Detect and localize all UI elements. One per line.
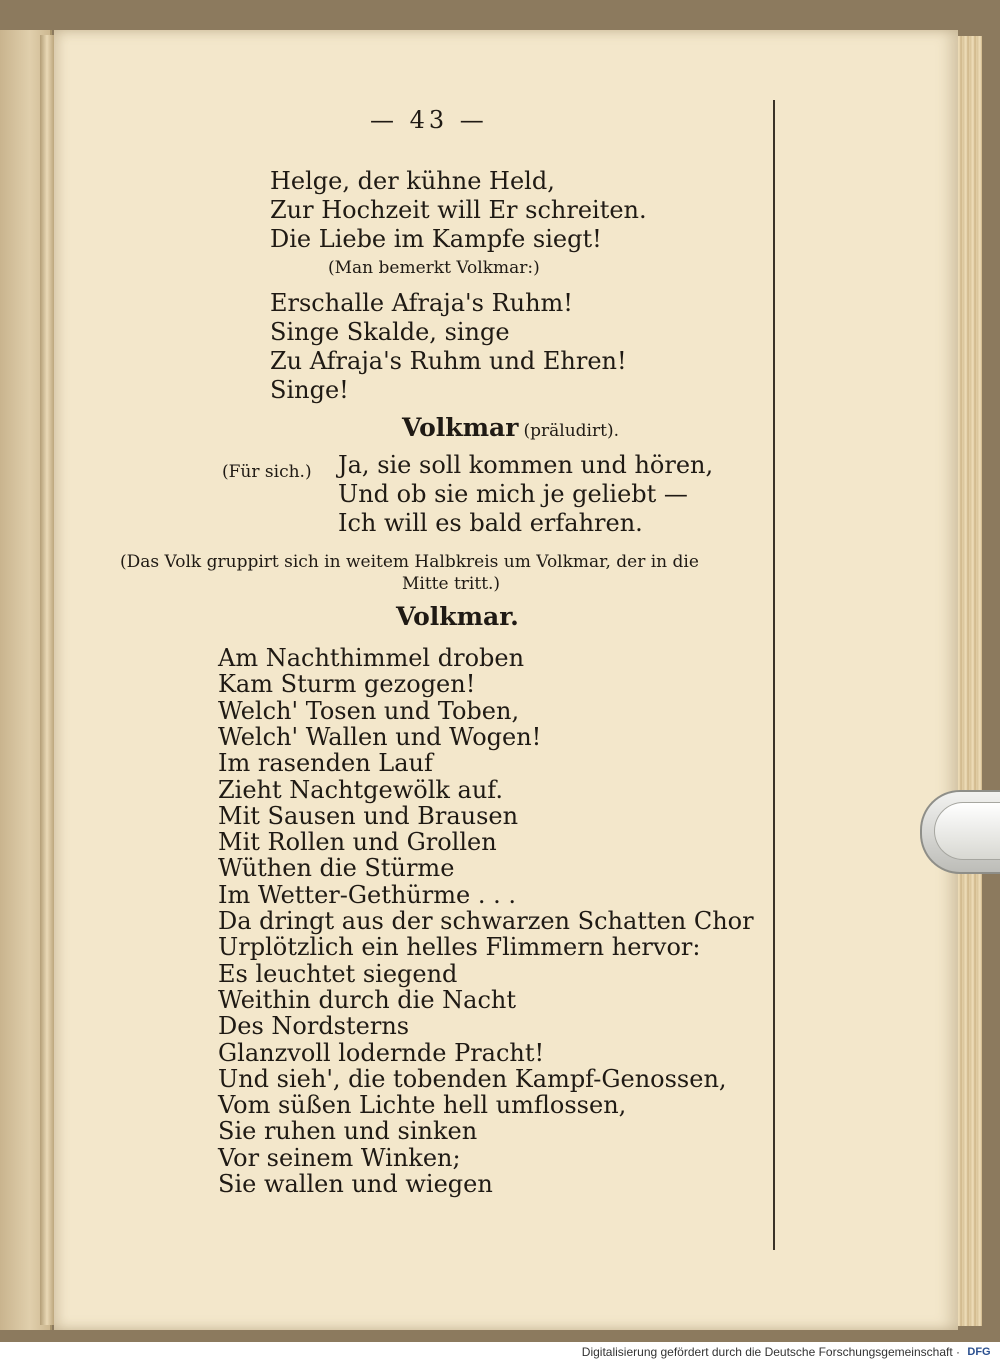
song-line-19: Sie ruhen und sinken [218,1117,478,1146]
footer-credit: Digitalisierung gefördert durch die Deutsche Forschungsgemeinschaft · [581,1345,960,1359]
verse-block-1-line-3: Die Liebe im Kampfe siegt! [270,225,602,253]
speaker-1-direction: (präludirt). [523,421,619,441]
verse-block-2-line-3: Zu Afraja's Ruhm und Ehren! [270,347,627,375]
speaker-1 [402,413,619,442]
song-line-16: Glanzvoll lodernde Pracht! [218,1038,545,1067]
left-page-fold [40,35,54,1325]
song-line-5: Im rasenden Lauf [218,749,433,778]
footer-bar [0,1342,1000,1363]
song-line-12: Urplötzlich ein helles Flimmern hervor: [218,933,701,962]
page-stack-edge [956,36,982,1326]
song-line-10: Im Wetter-Gethürme . . . [218,880,516,909]
song-line-7: Mit Sausen und Brausen [218,801,519,830]
song-line-20: Vor seinem Winken; [218,1143,461,1172]
stage-note-2-line-2: Mitte tritt.) [402,574,501,594]
aside-note: (Für sich.) [222,462,312,482]
dfg-logo: DFG [967,1346,991,1358]
song-line-18: Vom süßen Lichte hell umflossen, [218,1091,627,1120]
song-line-1: Am Nachthimmel droben [218,644,525,672]
song-line-9: Wüthen die Stürme [218,854,455,883]
speaker-1-name: Volkmar [402,413,519,442]
song-line-11: Da dringt aus der schwarzen Schatten Chor [218,907,754,935]
song-line-6: Zieht Nachtgewölk auf. [218,775,503,804]
verse-block-3-line-2: Und ob sie mich je geliebt — [338,480,688,508]
verse-block-2-line-4: Singe! [270,376,349,404]
paper-clip [920,790,1000,874]
song-line-17: Und sieh', die tobenden Kampf-Genossen, [218,1064,727,1093]
song-line-15: Des Nordsterns [218,1012,410,1041]
page-number: — 43 — [370,106,488,134]
song-line-21: Sie wallen und wiegen [218,1170,493,1198]
speaker-2: Volkmar. [396,602,519,631]
paper-clip-inner [934,802,1000,860]
verse-block-1-line-1: Helge, der kühne Held, [270,167,555,195]
verse-block-3-line-1: Ja, sie soll kommen und hören, [338,451,714,479]
verse-block-2-line-2: Singe Skalde, singe [270,318,510,346]
song-line-3: Welch' Tosen und Toben, [218,696,520,725]
song-line-4: Welch' Wallen und Wogen! [218,722,542,751]
stage-note-2-line-1: (Das Volk gruppirt sich in weitem Halbkreis um Volkmar, der in die [120,552,699,572]
verse-block-3-line-3: Ich will es bald erfahren. [338,509,643,537]
song-line-2: Kam Sturm gezogen! [218,670,476,699]
margin-rule [773,100,775,1250]
verse-block-1-line-2: Zur Hochzeit will Er schreiten. [270,196,647,224]
song-line-13: Es leuchtet siegend [218,959,458,988]
verse-block-2-line-1: Erschalle Afraja's Ruhm! [270,289,573,317]
song-line-14: Weithin durch die Nacht [218,985,516,1014]
song-line-8: Mit Rollen und Grollen [218,828,497,857]
stage-note-1: (Man bemerkt Volkmar:) [328,258,540,278]
